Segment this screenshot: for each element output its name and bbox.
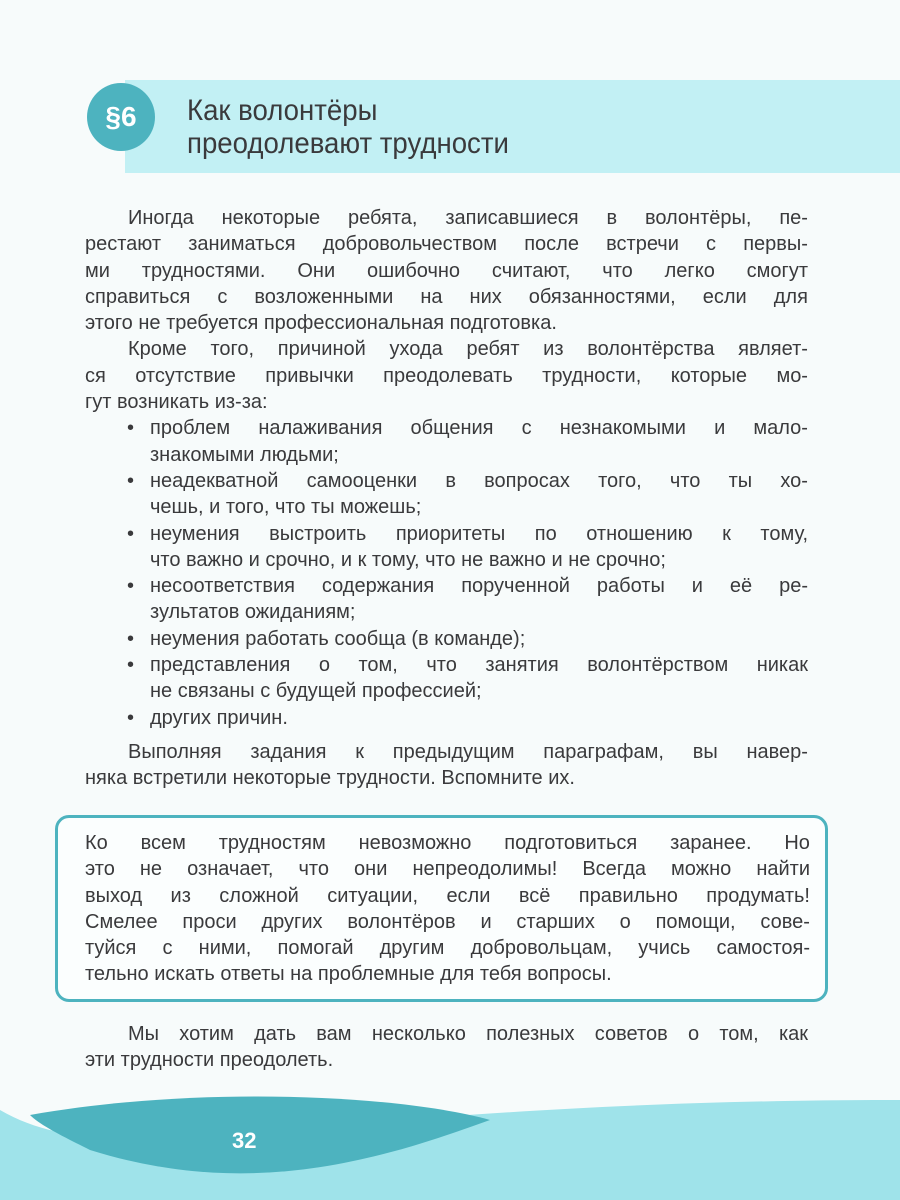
word: Но	[784, 832, 810, 854]
word: смогут	[746, 259, 808, 282]
word: ухода	[389, 338, 443, 361]
word: по	[534, 522, 557, 545]
word: её	[729, 575, 753, 598]
word: волонтёрством	[587, 654, 729, 677]
text-line	[85, 626, 808, 652]
word: помогай	[277, 937, 354, 960]
word: сложной	[219, 884, 299, 907]
line-text	[85, 935, 810, 961]
line-text	[128, 1021, 808, 1047]
word: добровольчеством	[322, 233, 498, 256]
word: самостоя-	[716, 937, 810, 960]
word: них	[469, 285, 502, 308]
title-line: преодолевают трудности	[187, 127, 509, 160]
word: с	[217, 285, 228, 308]
word: заранее.	[670, 832, 752, 854]
word: Ко	[85, 832, 108, 854]
word: обязанностями,	[528, 285, 676, 308]
word: учись	[638, 937, 691, 960]
word: это	[85, 858, 115, 881]
word: записавшиеся	[445, 207, 579, 229]
word: пе-	[779, 207, 808, 229]
word: • проблем	[150, 417, 231, 440]
word: о	[619, 910, 631, 933]
word: ты	[728, 469, 753, 492]
line-text	[85, 909, 810, 935]
closing-paragraph	[85, 1021, 808, 1074]
line-text: что важно и срочно, и к тому, что не важно и не срочно;	[150, 548, 666, 571]
word: старших	[516, 910, 595, 933]
word: на	[420, 285, 443, 308]
line-text: • неумения работать сообща (в команде);	[150, 627, 526, 650]
text-line	[85, 258, 808, 284]
word: навер-	[746, 740, 808, 763]
text-line	[85, 494, 808, 520]
word: в	[606, 207, 618, 229]
text-line	[85, 363, 808, 389]
word: общения	[410, 417, 494, 440]
line-text	[85, 231, 808, 257]
word: являет-	[738, 338, 808, 361]
word: Они	[297, 259, 336, 282]
page-title	[187, 94, 537, 160]
line-text: не связаны с будущей профессией;	[150, 680, 482, 703]
line-text: зультатов ожиданиям;	[150, 601, 356, 624]
word: ошибочно	[366, 259, 461, 282]
word: найти	[756, 858, 810, 881]
line-text: гут возникать из-за:	[85, 391, 268, 414]
word: в	[445, 469, 456, 492]
word: легко	[664, 259, 715, 282]
word: дать	[254, 1023, 297, 1045]
word: что	[298, 858, 329, 881]
word: работы	[596, 575, 665, 598]
word: самооценки	[306, 469, 418, 492]
text-line	[85, 442, 808, 468]
word: и	[480, 910, 492, 933]
word: ми	[85, 259, 110, 282]
word: что	[602, 259, 633, 282]
word: задания	[250, 740, 327, 763]
word: привычки	[265, 364, 354, 387]
word: волонтёры,	[644, 207, 752, 229]
text-line	[85, 961, 810, 987]
word: тому,	[760, 522, 808, 545]
word: • неадекватной	[150, 469, 279, 492]
word: волонтёрства	[587, 338, 715, 361]
word: вы	[692, 740, 718, 763]
line-text	[150, 521, 808, 547]
line-text	[128, 739, 808, 765]
word: того,	[210, 338, 255, 361]
word: подготовиться	[504, 832, 638, 854]
line-text	[128, 336, 808, 362]
word: всё	[518, 884, 551, 907]
word: сове-	[760, 910, 810, 933]
word: всем	[140, 832, 186, 854]
line-text	[85, 258, 808, 284]
word: если	[446, 884, 491, 907]
word: занятия	[485, 654, 559, 677]
word: из	[170, 884, 191, 907]
word: правильно	[578, 884, 678, 907]
line-text	[150, 652, 808, 678]
word: параграфам,	[543, 740, 664, 763]
line-text	[150, 415, 808, 441]
word: встречи	[606, 233, 679, 256]
line-text	[85, 284, 808, 310]
section-badge: §6	[87, 83, 155, 151]
word: к	[355, 740, 365, 763]
word: трудностям	[218, 832, 326, 854]
word: отношению	[586, 522, 693, 545]
callout-box	[55, 815, 828, 1002]
word: несколько	[371, 1023, 466, 1045]
word: считают,	[491, 259, 571, 282]
word: непреодолимы!	[412, 858, 558, 881]
word: с	[521, 417, 532, 440]
word: и	[714, 417, 726, 440]
word: • неумения	[150, 522, 240, 545]
word: означает,	[187, 858, 274, 881]
word: для	[773, 285, 808, 308]
word: порученной	[461, 575, 570, 598]
word: возложенными	[254, 285, 394, 308]
word: проси	[182, 910, 237, 933]
word: которые	[670, 364, 748, 387]
line-text	[85, 883, 810, 909]
word: Смелее	[85, 910, 158, 933]
word: выстроить	[269, 522, 367, 545]
word: помощи,	[655, 910, 736, 933]
line-text	[150, 573, 808, 599]
word: вам	[316, 1023, 352, 1045]
word: мо-	[776, 364, 808, 387]
word: Кроме	[128, 338, 187, 361]
word: из	[543, 338, 564, 361]
word: можно	[671, 858, 732, 881]
text-line	[85, 205, 808, 231]
word: другим	[379, 937, 445, 960]
word: Мы	[128, 1023, 160, 1045]
word: волонтёров	[347, 910, 456, 933]
text-line	[85, 765, 808, 791]
text-line	[85, 909, 810, 935]
text-line	[85, 856, 810, 882]
word: • несоответствия	[150, 575, 295, 598]
word: если	[702, 285, 747, 308]
text-line	[85, 231, 808, 257]
line-text	[85, 363, 808, 389]
word: невозможно	[358, 832, 472, 854]
line-text	[85, 830, 810, 856]
word: никак	[756, 654, 808, 677]
text-line	[85, 573, 808, 599]
word: что	[669, 469, 701, 492]
word: добровольцам,	[470, 937, 613, 960]
text-line	[85, 678, 808, 704]
word: отсутствие	[135, 364, 236, 387]
callout-text	[85, 830, 810, 988]
text-line	[85, 1021, 808, 1047]
word: том,	[358, 654, 398, 677]
page-number: 32	[232, 1128, 257, 1153]
word: не	[139, 858, 163, 881]
text-line	[85, 336, 808, 362]
word: других	[261, 910, 323, 933]
text-line	[85, 739, 808, 765]
word: они	[354, 858, 388, 881]
line-text: знакомыми людьми;	[150, 443, 339, 466]
line-text: эти трудности преодолеть.	[85, 1049, 334, 1072]
word: ребят	[466, 338, 520, 361]
word: мало-	[753, 417, 808, 440]
word: к	[722, 522, 731, 545]
word: предыдущим	[392, 740, 515, 763]
word: ре-	[779, 575, 808, 598]
word: первы-	[743, 233, 808, 256]
word: вопросах	[484, 469, 570, 492]
word: заниматься	[188, 233, 296, 256]
text-line	[85, 830, 810, 856]
text-line	[85, 599, 808, 625]
word: с	[706, 233, 717, 256]
word: трудностями.	[141, 259, 266, 282]
text-line	[85, 547, 808, 573]
body-text	[85, 205, 808, 792]
line-text: няка встретили некоторые трудности. Вспомните их.	[85, 767, 575, 790]
word: туйся	[85, 937, 137, 960]
word: о	[687, 1023, 700, 1045]
word: как	[778, 1023, 808, 1045]
text-line	[85, 935, 810, 961]
word: содержания	[321, 575, 435, 598]
word: хо-	[780, 469, 808, 492]
word: Иногда	[128, 207, 194, 229]
word: рестают	[85, 233, 162, 256]
text-line	[85, 310, 808, 336]
word: Выполняя	[128, 740, 222, 763]
word: продумать!	[706, 884, 810, 907]
word: того,	[598, 469, 642, 492]
text-line	[85, 284, 808, 310]
word: справиться	[85, 285, 191, 308]
word: том,	[719, 1023, 759, 1045]
line-text	[128, 205, 808, 231]
word: полезных	[486, 1023, 575, 1045]
line-text: чешь, и того, что ты можешь;	[150, 496, 422, 519]
word: о	[318, 654, 330, 677]
word: ними,	[198, 937, 252, 960]
word: ребята,	[348, 207, 418, 229]
text-line	[85, 389, 808, 415]
text-line	[85, 415, 808, 441]
line-text: • других причин.	[150, 706, 288, 729]
word: трудности,	[542, 364, 642, 387]
word: Всегда	[582, 858, 646, 881]
text-line	[85, 705, 808, 731]
word: советов	[594, 1023, 668, 1045]
word: хотим	[179, 1023, 234, 1045]
word: выход	[85, 884, 143, 907]
line-text	[85, 856, 810, 882]
bottom-wave	[0, 1090, 900, 1200]
word: после	[524, 233, 579, 256]
line-text	[150, 468, 808, 494]
line-text: тельно искать ответы на проблемные для тебя вопросы.	[85, 963, 612, 986]
text-line	[85, 521, 808, 547]
text-line	[85, 468, 808, 494]
text-line	[85, 883, 810, 909]
word: и	[691, 575, 703, 598]
text-line	[85, 1047, 808, 1073]
title-line: Как волонтёры	[187, 94, 378, 127]
word: незнакомыми	[559, 417, 686, 440]
word: что	[426, 654, 457, 677]
word: ситуации,	[327, 884, 419, 907]
word: приоритеты	[395, 522, 506, 545]
word: причиной	[277, 338, 366, 361]
line-text: этого не требуется профессиональная подготовка.	[85, 312, 557, 335]
word: • представления	[150, 654, 291, 677]
text-line	[85, 652, 808, 678]
word: некоторые	[221, 207, 321, 229]
word: налаживания	[258, 417, 383, 440]
word: ся	[85, 364, 106, 387]
word: с	[162, 937, 173, 960]
word: преодолевать	[383, 364, 513, 387]
